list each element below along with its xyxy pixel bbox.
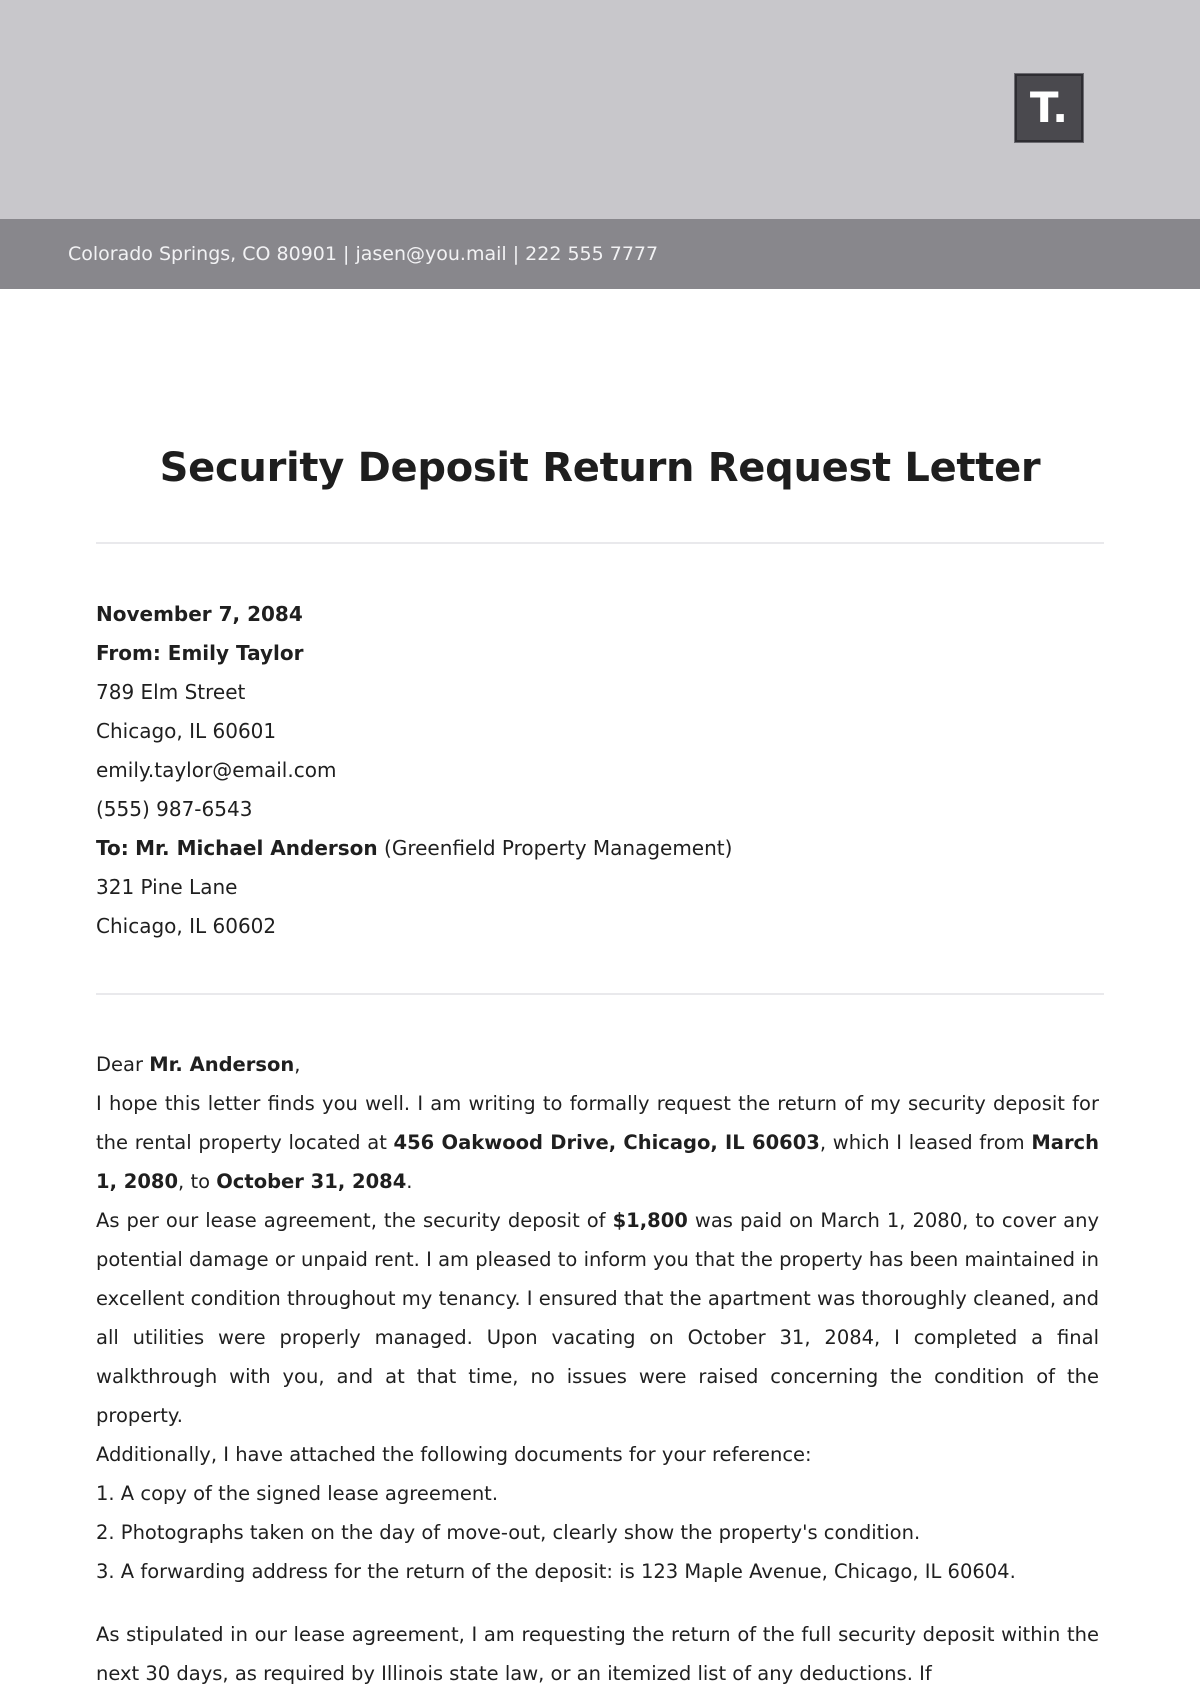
address-block <box>96 595 1106 946</box>
paragraph-intro <box>96 1084 1099 1201</box>
property-address: 456 Oakwood Drive, Chicago, IL 60603 <box>393 1131 820 1154</box>
salutation-name: Mr. Anderson <box>149 1053 295 1076</box>
to-label: To: <box>96 836 129 860</box>
divider <box>96 542 1104 544</box>
recipient-street: 321 Pine Lane <box>96 875 238 899</box>
letter-body <box>96 1045 1099 1693</box>
sender-email: emily.taylor@email.com <box>96 758 337 782</box>
salutation <box>96 1045 1099 1084</box>
divider <box>96 993 1104 995</box>
from-label: From: <box>96 641 161 665</box>
p1-text-d: . <box>406 1170 413 1193</box>
letter-date: November 7, 2084 <box>96 602 303 626</box>
sender-city: Chicago, IL 60601 <box>96 719 277 743</box>
spacer <box>96 1591 1099 1615</box>
recipient-line <box>96 829 1106 868</box>
recipient-name: Mr. Michael Anderson <box>135 836 378 860</box>
paragraph-request: As stipulated in our lease agreement, I am requesting the return of the full security deposit within the next 30 days, as required by Illinois state law, or an itemized list of any deductions. If <box>96 1623 1099 1685</box>
paragraph-deposit <box>96 1201 1099 1435</box>
paragraph-attachments: Additionally, I have attached the following documents for your reference: <box>96 1443 812 1466</box>
lease-start-date: March 1, 2080 <box>96 1131 1099 1193</box>
lease-end-date: October 31, 2084 <box>216 1170 407 1193</box>
list-item: 2. Photographs taken on the day of move-out, clearly show the property's condition. <box>96 1521 921 1544</box>
document-title: Security Deposit Return Request Letter <box>159 445 1041 491</box>
salutation-suffix: , <box>294 1053 301 1076</box>
p2-text-a: As per our lease agreement, the security deposit of <box>96 1209 606 1232</box>
p2-text-b: was paid on March 1, 2080, to cover any potential damage or unpaid rent. I am pleased to inform you that the property has been maintained in excellent condition throughout my tenancy. I ensured that the apartment was thoroughly cleaned, and all utilities were properly managed. Upon vacating on October 31, 2084, I completed a final walkthrough with you, and at that time, no issues were raised concerning the condition of the property. <box>96 1209 1100 1427</box>
p1-text-c: , to <box>178 1170 211 1193</box>
sender-name: Emily Taylor <box>167 641 304 665</box>
sender-line <box>96 634 1106 673</box>
salutation-prefix: Dear <box>96 1053 143 1076</box>
contact-info: Colorado Springs, CO 80901 | jasen@you.mail | 222 555 7777 <box>68 243 659 265</box>
company-logo: T. <box>1015 74 1083 142</box>
sender-street: 789 Elm Street <box>96 680 246 704</box>
list-item: 3. A forwarding address for the return of the deposit: is 123 Maple Avenue, Chicago, IL 60604. <box>96 1560 1016 1583</box>
deposit-amount: $1,800 <box>612 1209 688 1232</box>
recipient-company: (Greenfield Property Management) <box>384 836 733 860</box>
recipient-city: Chicago, IL 60602 <box>96 914 277 938</box>
list-item: 1. A copy of the signed lease agreement. <box>96 1482 499 1505</box>
p1-text-b: , which I leased from <box>819 1131 1025 1154</box>
p1-text-a: I hope this letter finds you well. I am writing to formally request the return of my security deposit for the rental property located at <box>96 1092 1099 1154</box>
sender-phone: (555) 987-6543 <box>96 797 253 821</box>
